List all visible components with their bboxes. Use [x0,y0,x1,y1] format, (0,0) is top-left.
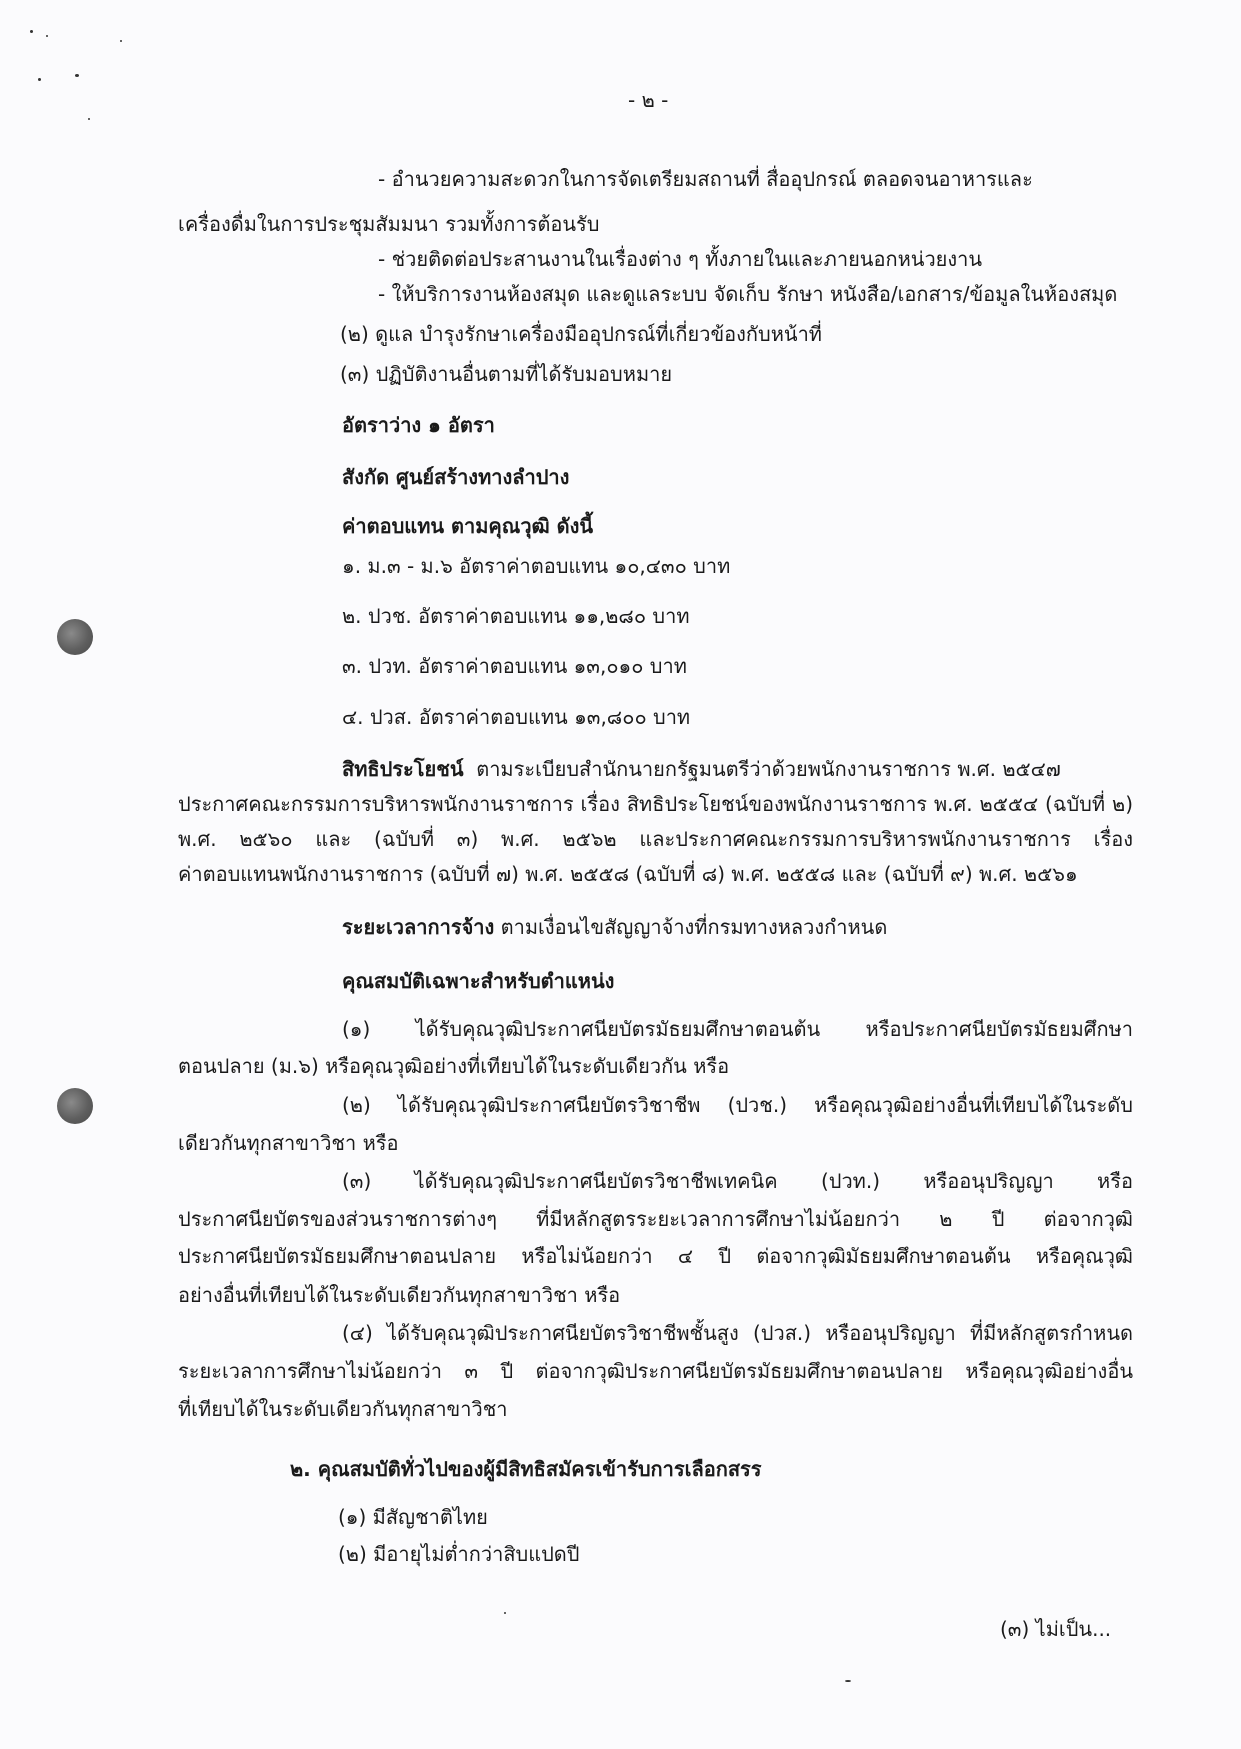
benefits-label: สิทธิประโยชน์ [342,757,464,781]
scan-speck [38,78,41,81]
scan-speck [845,1680,851,1682]
scan-speck [75,74,79,77]
qualification-2-line-1: (๒) ได้รับคุณวุฒิประกาศนียบัตรวิชาชีพ (ปวช.) หรือคุณวุฒิอย่างอื่นที่เทียบได้ในระดับ [342,1093,1133,1117]
compensation-item-1: ๑. ม.๓ - ม.๖ อัตราค่าตอบแทน ๑๐,๔๓๐ บาท [342,554,731,578]
general-qualification-1: (๑) มีสัญชาติไทย [338,1505,488,1529]
scan-speck [30,30,33,33]
scan-speck [504,1612,506,1614]
page-number: - ๒ - [628,88,669,112]
punch-hole-bottom [57,1088,93,1124]
compensation-item-4: ๔. ปวส. อัตราค่าตอบแทน ๑๓,๘๐๐ บาท [342,705,691,729]
benefits-line-2: ประกาศคณะกรรมการบริหารพนักงานราชการ เรื่อง สิทธิประโยชน์ของพนักงานราชการ พ.ศ. ๒๕๕๔ (ฉบับที่ ๒) [178,792,1133,816]
qualification-4-line-1: (๔) ได้รับคุณวุฒิประกาศนียบัตรวิชาชีพชั้นสูง (ปวส.) หรืออนุปริญญา ที่มีหลักสูตรกำหนด [342,1321,1133,1345]
scan-speck [120,40,122,42]
scan-speck [88,118,90,120]
qualification-1-line-1: (๑) ได้รับคุณวุฒิประกาศนียบัตรมัธยมศึกษาตอนต้น หรือประกาศนียบัตรมัธยมศึกษา [342,1017,1133,1041]
qualification-4-line-3: ที่เทียบได้ในระดับเดียวกันทุกสาขาวิชา [178,1397,508,1421]
employment-period-line [342,913,887,941]
duty-bullet-1-cont: เครื่องดื่มในการประชุมสัมมนา รวมทั้งการต้อนรับ [178,212,600,236]
benefits-line-4: ค่าตอบแทนพนักงานราชการ (ฉบับที่ ๗) พ.ศ. ๒๕๕๘ (ฉบับที่ ๘) พ.ศ. ๒๕๕๘ และ (ฉบับที่ ๙) พ.ศ. ๒๕๖๑ [178,862,1078,886]
duty-item-3: (๓) ปฏิบัติงานอื่นตามที่ได้รับมอบหมาย [340,362,673,386]
compensation-item-3: ๓. ปวท. อัตราค่าตอบแทน ๑๓,๐๑๐ บาท [342,654,687,678]
general-qualification-2: (๒) มีอายุไม่ต่ำกว่าสิบแปดปี [338,1542,580,1566]
affiliation-line: สังกัด ศูนย์สร้างทางลำปาง [342,465,570,489]
compensation-item-2: ๒. ปวช. อัตราค่าตอบแทน ๑๑,๒๘๐ บาท [342,604,690,628]
scan-speck [46,35,48,37]
qualification-2-line-2: เดียวกันทุกสาขาวิชา หรือ [178,1131,399,1155]
qualification-3-line-2: ประกาศนียบัตรของส่วนราชการต่างๆ ที่มีหลักสูตรระยะเวลาการศึกษาไม่น้อยกว่า ๒ ปี ต่อจากวุฒิ [178,1207,1133,1231]
duty-bullet-3: - ให้บริการงานห้องสมุด และดูแลระบบ จัดเก็บ รักษา หนังสือ/เอกสาร/ข้อมูลในห้องสมุด [378,282,1118,306]
compensation-heading: ค่าตอบแทน ตามคุณวุฒิ ดังนี้ [342,514,594,538]
benefits-text: ตามระเบียบสำนักนายกรัฐมนตรีว่าด้วยพนักงานราชการ พ.ศ. ๒๕๔๗ [476,757,1061,781]
benefits-line-1 [342,755,1061,783]
duty-item-2: (๒) ดูแล บำรุงรักษาเครื่องมืออุปกรณ์ที่เกี่ยวข้องกับหน้าที่ [340,322,822,346]
general-qualifications-heading: ๒. คุณสมบัติทั่วไปของผู้มีสิทธิสมัครเข้ารับการเลือกสรร [290,1457,762,1481]
employment-period-label: ระยะเวลาการจ้าง [342,915,495,939]
duty-bullet-1: - อำนวยความสะดวกในการจัดเตรียมสถานที่ สื่ออุปกรณ์ ตลอดจนอาหารและ [378,167,1033,191]
vacancy-line: อัตราว่าง ๑ อัตรา [342,413,495,437]
specific-qualifications-heading: คุณสมบัติเฉพาะสำหรับตำแหน่ง [342,969,615,993]
qualification-4-line-2: ระยะเวลาการศึกษาไม่น้อยกว่า ๓ ปี ต่อจากวุฒิประกาศนียบัตรมัธยมศึกษาตอนปลาย หรือคุณวุฒิอย่างอื่น [178,1359,1133,1383]
benefits-line-3: พ.ศ. ๒๕๖๐ และ (ฉบับที่ ๓) พ.ศ. ๒๕๖๒ และประกาศคณะกรรมการบริหารพนักงานราชการ เรื่อง [178,827,1133,851]
qualification-3-line-3: ประกาศนียบัตรมัธยมศึกษาตอนปลาย หรือไม่น้อยกว่า ๔ ปี ต่อจากวุฒิมัธยมศึกษาตอนต้น หรือคุณวุฒิ [178,1244,1133,1268]
qualification-1-line-2: ตอนปลาย (ม.๖) หรือคุณวุฒิอย่างที่เทียบได้ในระดับเดียวกัน หรือ [178,1054,730,1078]
employment-period-text: ตามเงื่อนไขสัญญาจ้างที่กรมทางหลวงกำหนด [500,915,888,939]
qualification-3-line-4: อย่างอื่นที่เทียบได้ในระดับเดียวกันทุกสาขาวิชา หรือ [178,1283,621,1307]
duty-bullet-2: - ช่วยติดต่อประสานงานในเรื่องต่าง ๆ ทั้งภายในและภายนอกหน่วยงาน [378,247,983,271]
continuation-note: (๓) ไม่เป็น... [1000,1617,1112,1641]
qualification-3-line-1: (๓) ได้รับคุณวุฒิประกาศนียบัตรวิชาชีพเทคนิค (ปวท.) หรืออนุปริญญา หรือ [342,1169,1133,1193]
punch-hole-top [57,619,93,655]
